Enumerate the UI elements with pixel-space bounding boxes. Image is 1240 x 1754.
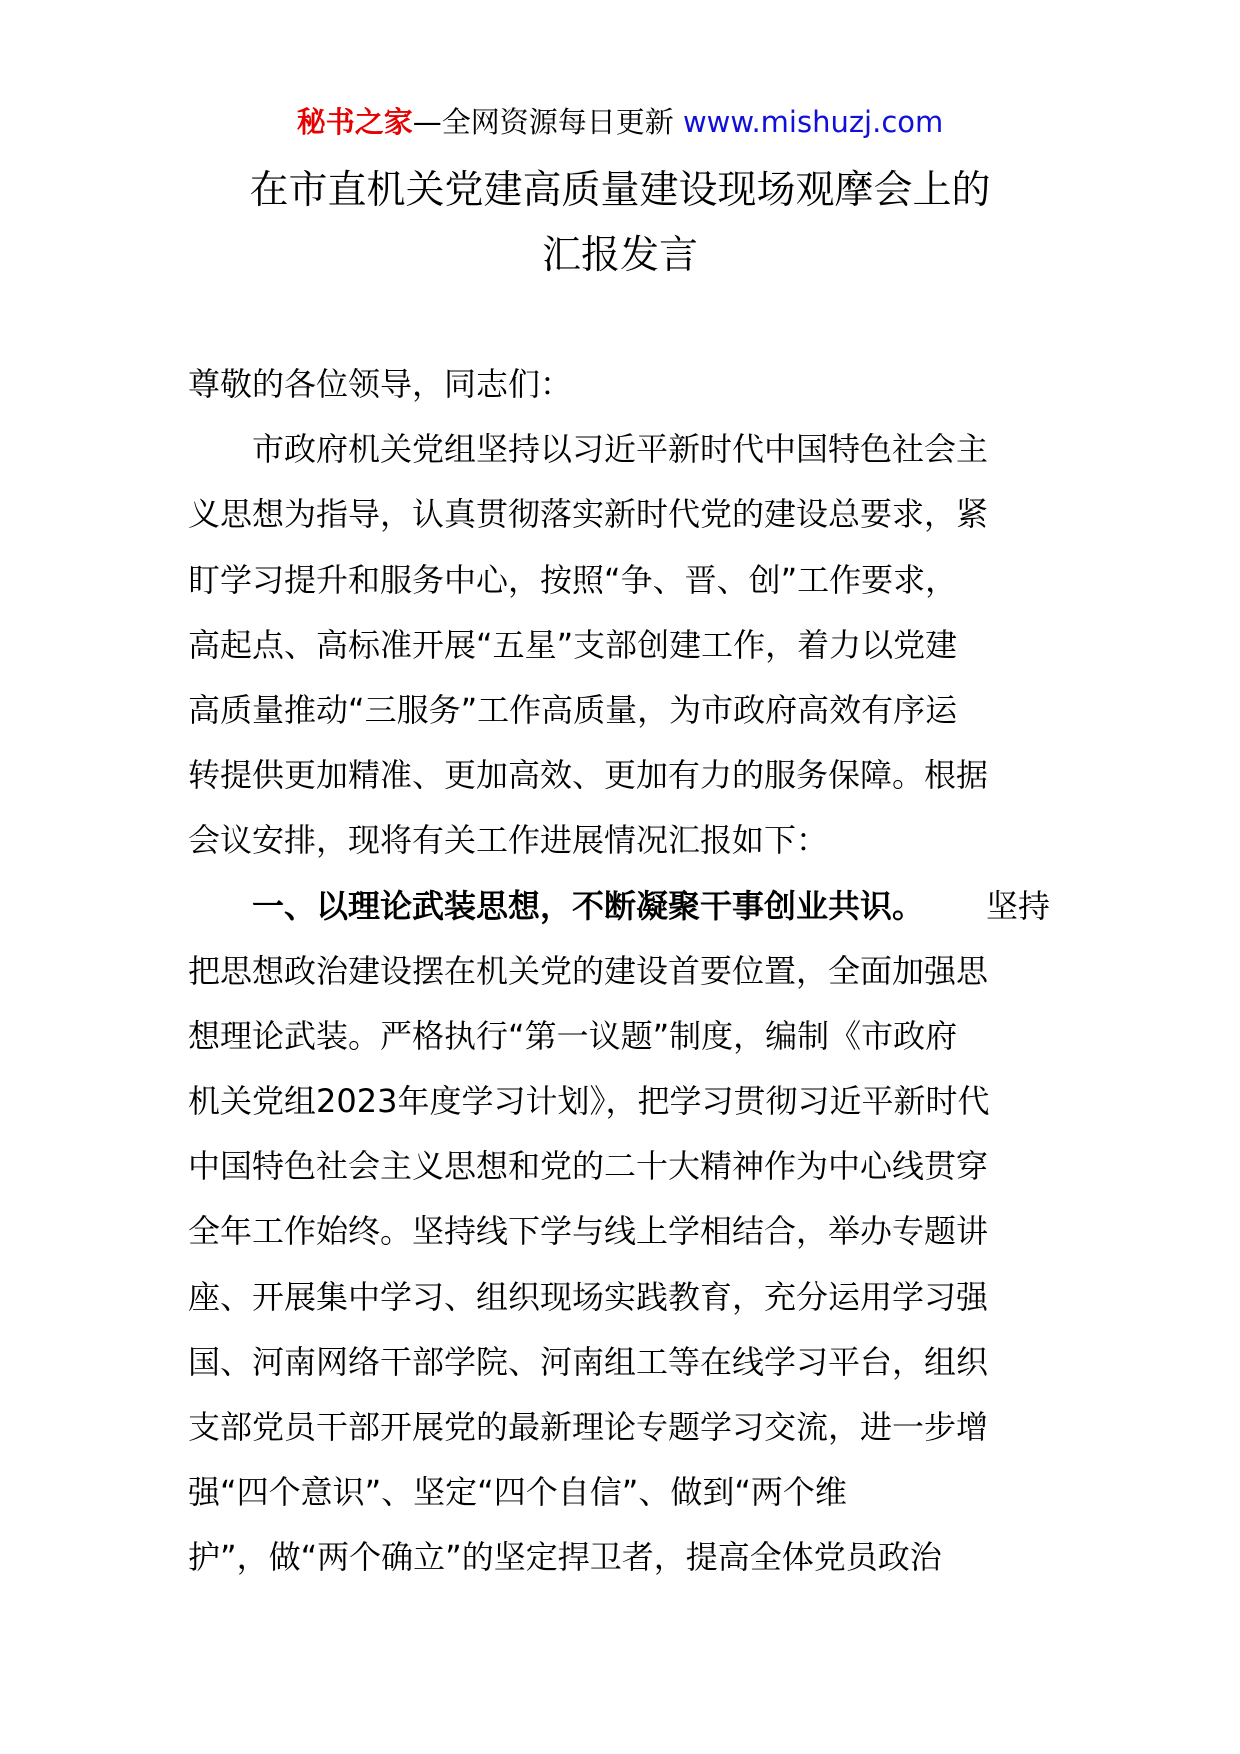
paragraph-line: 支部党员干部开展党的最新理论专题学习交流，进一步增 <box>188 1408 989 1446</box>
document-title-line-1: 在市直机关党建高质量建设现场观摩会上的 <box>249 168 991 213</box>
paragraph-line: 市政府机关党组坚持以习近平新时代中国特色社会主 <box>252 430 989 469</box>
section-1-first-line <box>188 878 1050 943</box>
paragraph-line: 会议安排，现将有关工作进展情况汇报如下： <box>188 821 829 860</box>
document-body <box>188 356 1050 1595</box>
paragraph-line: 盯学习提升和服务中心，按照“争、晋、创”工作要求， <box>188 560 958 599</box>
salutation: 尊敬的各位领导，同志们： <box>188 365 573 403</box>
paragraph-line: 中国特色社会主义思想和党的二十大精神作为中心线贯穿 <box>188 1147 989 1186</box>
site-url-link[interactable]: www.mishuzj.com <box>682 105 944 139</box>
brand-name: 秘书之家 <box>296 105 413 139</box>
site-header <box>0 100 1240 144</box>
paragraph-line: 座、开展集中学习、组织现场实践教育，充分运用学习强 <box>188 1277 989 1316</box>
paragraph-line: 把思想政治建设摆在机关党的建设首要位置，全面加强思 <box>188 951 989 990</box>
paragraph-line: 机关党组2023年度学习计划》，把学习贯彻习近平新时代 <box>188 1082 990 1121</box>
section-1-first-tail: 坚持 <box>985 886 1050 925</box>
paragraph-line: 高起点、高标准开展“五星”支部创建工作，着力以党建 <box>188 625 958 664</box>
paragraph-line: 高质量推动“三服务”工作高质量，为市政府高效有序运 <box>188 690 958 729</box>
document-title-line-2: 汇报发言 <box>541 233 698 278</box>
section-1-heading: 一、以理论武装思想，不断凝聚干事创业共识。 <box>252 886 925 925</box>
header-tagline: —全网资源每日更新 <box>412 105 674 139</box>
paragraph-line: 想理论武装。严格执行“第一议题”制度，编制《市政府 <box>188 1016 958 1055</box>
paragraph-line: 义思想为指导，认真贯彻落实新时代党的建设总要求，紧 <box>188 495 989 534</box>
paragraph-line: 国、河南网络干部学院、河南组工等在线学习平台，组织 <box>188 1342 989 1381</box>
paragraph-line: 强“四个意识”、坚定“四个自信”、做到“两个维 <box>188 1473 847 1512</box>
paragraph-line: 护”，做“两个确立”的坚定捍卫者，提高全体党员政治 <box>188 1538 942 1577</box>
paragraph-line: 全年工作始终。坚持线下学与线上学相结合，举办专题讲 <box>188 1212 989 1251</box>
paragraph-line: 转提供更加精准、更加高效、更加有力的服务保障。根据 <box>188 756 989 795</box>
